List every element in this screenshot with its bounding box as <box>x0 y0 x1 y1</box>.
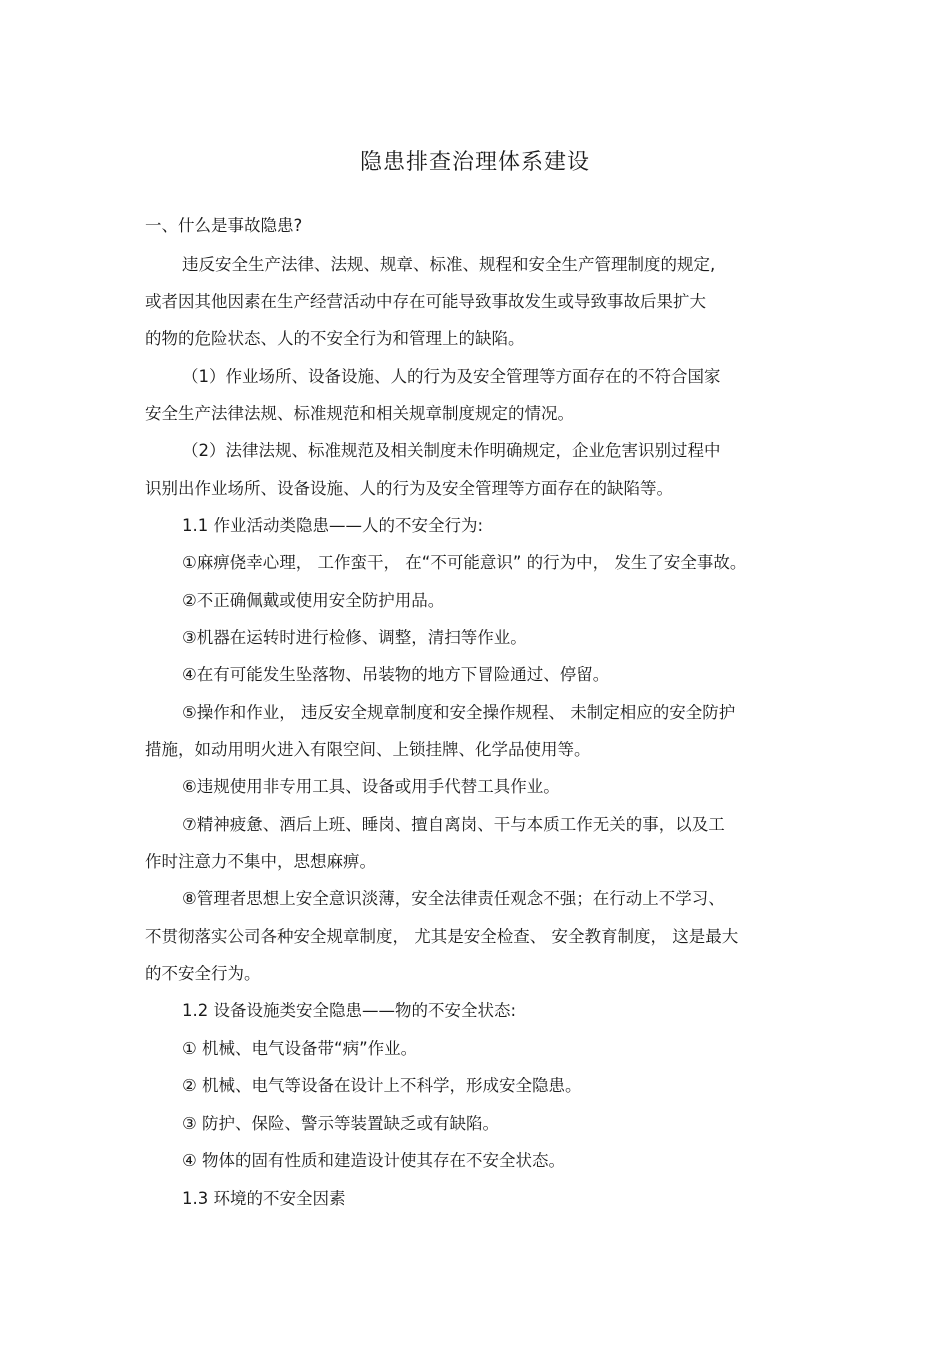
paragraph-line: （1）作业场所、设备设施、人的行为及安全管理等方面存在的不符合国家 <box>182 367 721 386</box>
paragraph-line: 安全生产法律法规、标准规范和相关规章制度规定的情况。 <box>145 404 574 423</box>
list-item-continuation: 措施，如动用明火进入有限空间、上锁挂牌、化学品使用等。 <box>145 740 591 759</box>
list-item: ④在有可能发生坠落物、吊装物的地方下冒险通过、停留。 <box>182 665 610 684</box>
list-item: ④ 物体的固有性质和建造设计使其存在不安全状态。 <box>182 1151 566 1170</box>
list-item: ②不正确佩戴或使用安全防护用品。 <box>182 591 445 610</box>
paragraph-line: 的物的危险状态、人的不安全行为和管理上的缺陷。 <box>145 329 525 348</box>
list-item-continuation: 作时注意力不集中，思想麻痹。 <box>145 852 376 871</box>
list-item-continuation: 不贯彻落实公司各种安全规章制度， 尤其是安全检查、 安全教育制度， 这是最大 <box>145 927 739 946</box>
subsection-heading: 1.3 环境的不安全因素 <box>182 1189 346 1208</box>
paragraph-line: （2）法律法规、标准规范及相关制度未作明确规定，企业危害识别过程中 <box>182 441 721 460</box>
list-item: ⑥违规使用非专用工具、设备或用手代替工具作业。 <box>182 777 560 796</box>
subsection-heading: 1.1 作业活动类隐患——人的不安全行为: <box>182 516 484 535</box>
list-item: ③机器在运转时进行检修、调整，清扫等作业。 <box>182 628 527 647</box>
subsection-heading: 1.2 设备设施类安全隐患——物的不安全状态: <box>182 1001 517 1020</box>
paragraph-line: 违反安全生产法律、法规、规章、标准、规程和安全生产管理制度的规定, <box>182 255 716 274</box>
list-item: ⑤操作和作业， 违反安全规章制度和安全操作规程、 未制定相应的安全防护 <box>182 703 736 722</box>
list-item-continuation: 的不安全行为。 <box>145 964 261 983</box>
list-item: ⑧管理者思想上安全意识淡薄，安全法律责任观念不强；在行动上不学习、 <box>182 889 725 908</box>
list-item: ① 机械、电气设备带“病”作业。 <box>182 1039 418 1058</box>
paragraph-line: 识别出作业场所、设备设施、人的行为及安全管理等方面存在的缺陷等。 <box>145 479 673 498</box>
paragraph-line: 或者因其他因素在生产经营活动中存在可能导致事故发生或导致事故后果扩大 <box>145 292 706 311</box>
list-item: ② 机械、电气等设备在设计上不科学，形成安全隐患。 <box>182 1076 582 1095</box>
list-item: ③ 防护、保险、警示等装置缺乏或有缺陷。 <box>182 1114 500 1133</box>
document-title: 隐患排查治理体系建设 <box>359 150 590 175</box>
list-item: ⑦精神疲惫、酒后上班、睡岗、擅自离岗、干与本质工作无关的事，以及工 <box>182 815 725 834</box>
section-heading: 一、什么是事故隐患? <box>145 216 303 235</box>
list-item: ①麻痹侥幸心理， 工作蛮干， 在“不可能意识” 的行为中， 发生了安全事故。 <box>182 553 747 572</box>
